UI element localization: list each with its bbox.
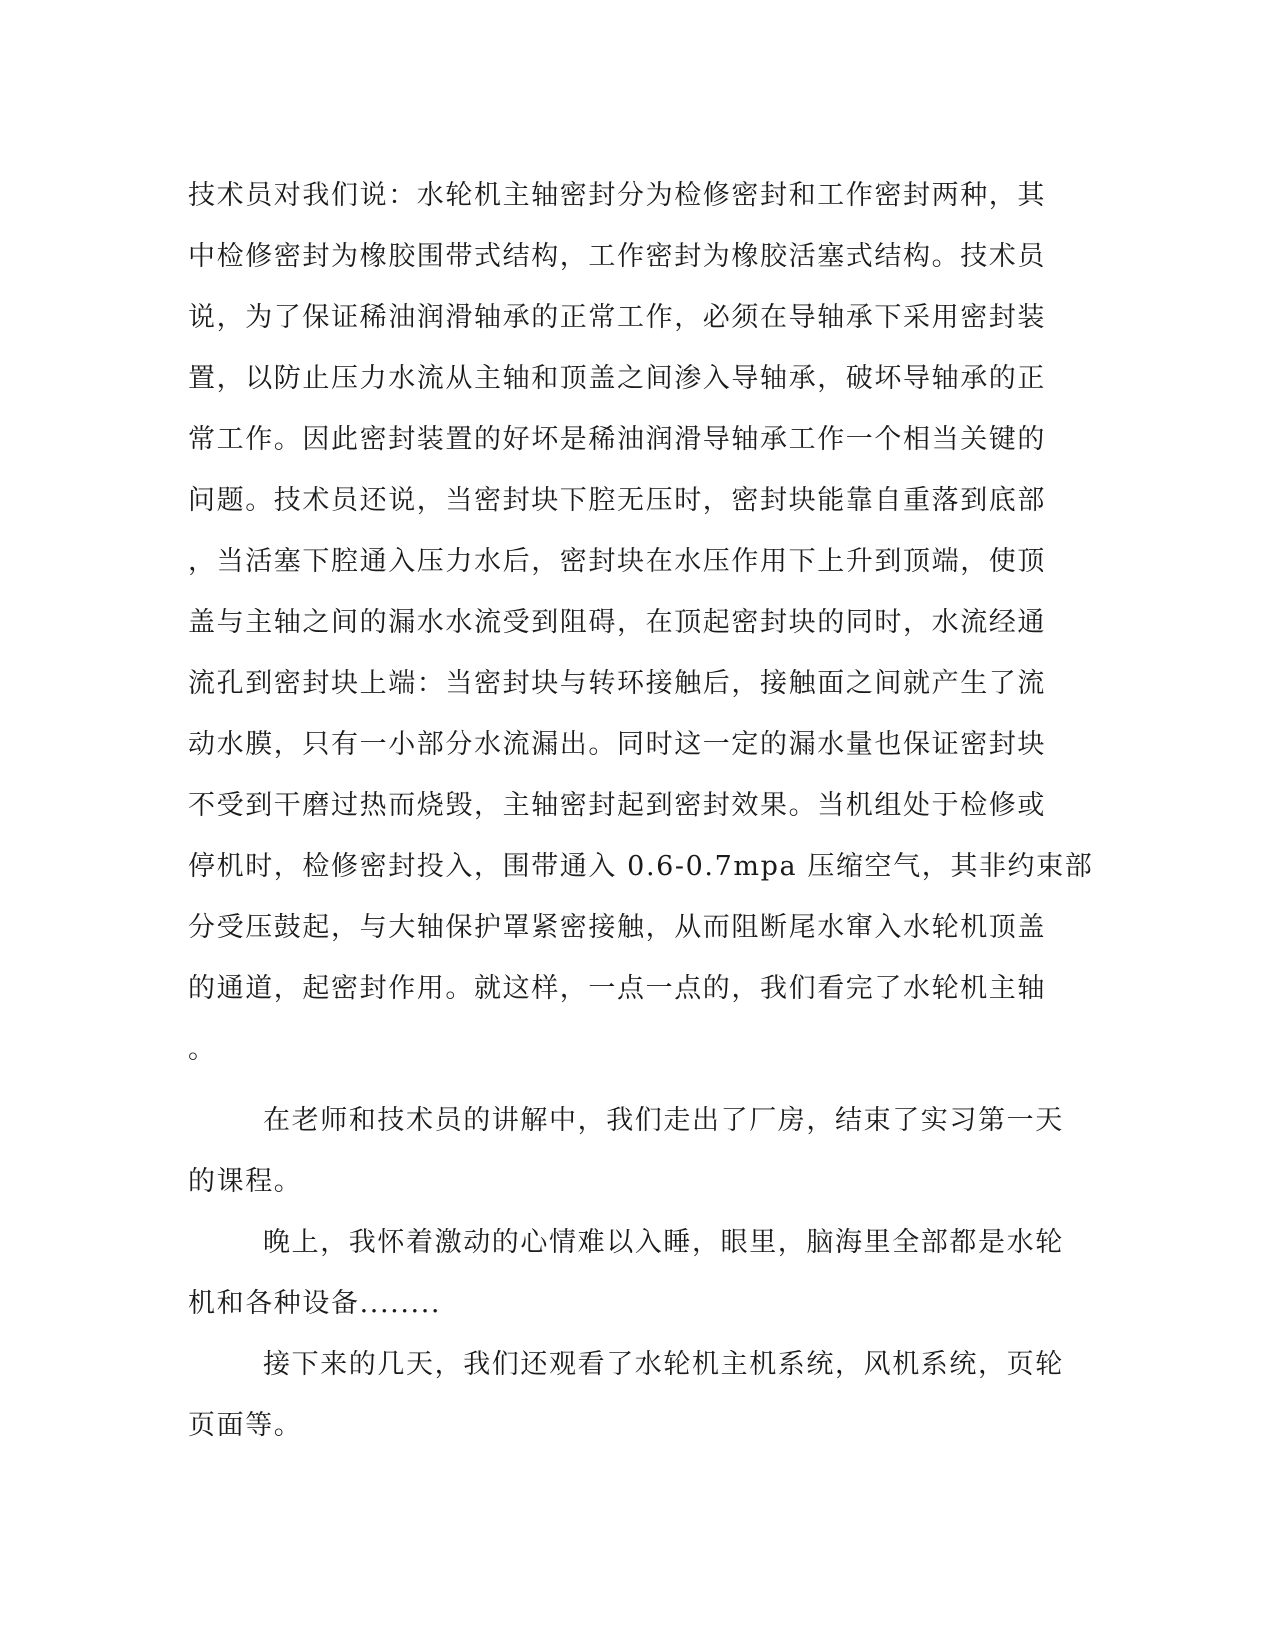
- paragraph-end-of-first-day: [188, 1090, 1068, 1212]
- text-line: 。: [188, 1034, 217, 1065]
- text-line: 不受到干磨过热而烧毁，主轴密封起到密封效果。当机组处于检修或: [188, 790, 1046, 821]
- text-line: 动水膜，只有一小部分水流漏出。同时这一定的漏水量也保证密封块: [188, 729, 1046, 760]
- text-line: 晚上，我怀着激动的心情难以入睡，眼里，脑海里全部都是水轮: [263, 1227, 1064, 1258]
- text-line: 停机时，检修密封投入，围带通入 0.6-0.7mpa 压缩空气，其非约束部: [188, 851, 1094, 882]
- text-line: 盖与主轴之间的漏水水流受到阻碍，在顶起密封块的同时，水流经通: [188, 607, 1046, 638]
- text-line: 机和各种设备........: [188, 1288, 442, 1319]
- text-line: 常工作。因此密封装置的好坏是稀油润滑导轴承工作一个相当关键的: [188, 424, 1046, 455]
- text-line: 置，以防止压力水流从主轴和顶盖之间渗入导轴承，破坏导轴承的正: [188, 363, 1046, 394]
- text-line: 接下来的几天，我们还观看了水轮机主机系统，风机系统，页轮: [263, 1349, 1064, 1380]
- text-line: 在老师和技术员的讲解中，我们走出了厂房，结束了实习第一天: [263, 1105, 1064, 1136]
- text-line: 中检修密封为橡胶围带式结构，工作密封为橡胶活塞式结构。技术员: [188, 241, 1046, 272]
- text-line: 的通道，起密封作用。就这样，一点一点的，我们看完了水轮机主轴: [188, 973, 1046, 1004]
- text-line: 问题。技术员还说，当密封块下腔无压时，密封块能靠自重落到底部: [188, 485, 1046, 516]
- paragraph-evening: [188, 1212, 1068, 1334]
- text-line: 流孔到密封块上端：当密封块与转环接触后，接触面之间就产生了流: [188, 668, 1046, 699]
- text-line: 说，为了保证稀油润滑轴承的正常工作，必须在导轴承下采用密封装: [188, 302, 1046, 333]
- text-line: ，当活塞下腔通入压力水后，密封块在水压作用下上升到顶端，使顶: [188, 546, 1046, 577]
- paragraph-spacer: [188, 1080, 1068, 1090]
- paragraph-water-turbine-seal: [188, 165, 1094, 1080]
- document-body: [188, 165, 1094, 1456]
- text-line: 页面等。: [188, 1410, 303, 1441]
- text-line: 分受压鼓起，与大轴保护罩紧密接触，从而阻断尾水窜入水轮机顶盖: [188, 912, 1046, 943]
- text-line: 的课程。: [188, 1166, 303, 1197]
- text-line: 技术员对我们说：水轮机主轴密封分为检修密封和工作密封两种，其: [188, 180, 1046, 211]
- paragraph-following-days: [188, 1334, 1068, 1456]
